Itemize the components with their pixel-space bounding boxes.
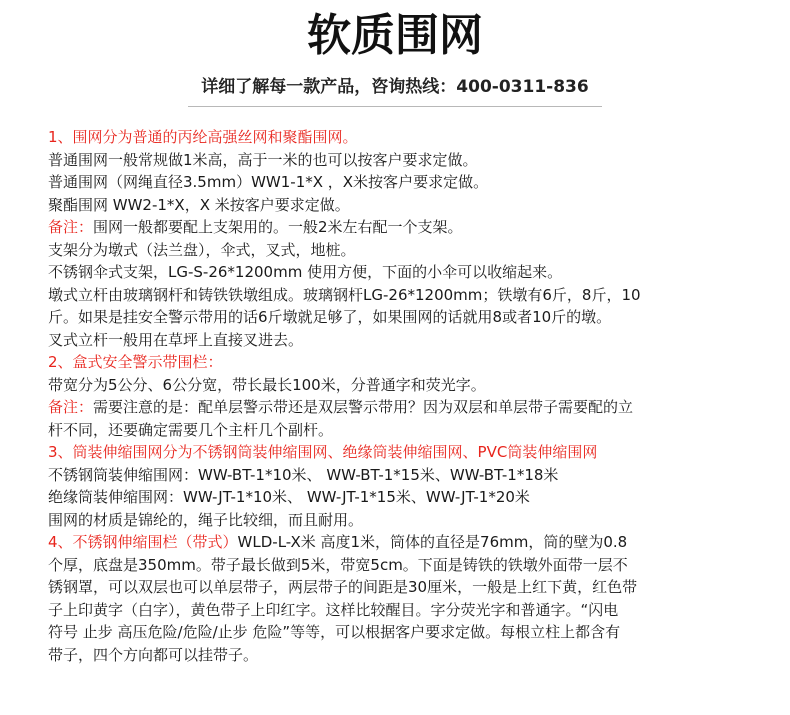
highlight-text: 4、不锈钢伸缩围栏（带式） xyxy=(48,533,238,551)
text-line xyxy=(48,531,774,554)
text-line xyxy=(48,351,774,374)
text-line xyxy=(48,509,774,532)
body-text: 杆不同，还要确定需要几个主杆几个副杆。 xyxy=(48,420,334,439)
body-text: 围网的材质是锦纶的，绳子比较细，而且耐用。 xyxy=(48,510,364,529)
text-line xyxy=(48,621,774,644)
text-line xyxy=(48,194,774,217)
text-line xyxy=(48,486,774,509)
body-text: 绝缘筒装伸缩围网：WW-JT-1*10米、 WW-JT-1*15米、WW-JT-1*20米 xyxy=(48,488,530,506)
text-line xyxy=(48,216,774,239)
text-line xyxy=(48,374,774,397)
hotline-text: 详细了解每一款产品，咨询热线：400-0311-836 xyxy=(201,77,589,97)
body-text: 子上印黄字（白字），黄色带子上印红字。这样比较醒目。字分荧光字和普通字。“闪电 xyxy=(48,600,619,619)
text-line xyxy=(48,396,774,419)
body-text: 锈钢罩，可以双层也可以单层带子，两层带子的间距是30厘米，一般是上红下黄，红色带 xyxy=(48,578,638,596)
body-text: 支架分为墩式（法兰盘），伞式，叉式，地桩。 xyxy=(48,240,356,259)
body-text: 叉式立杆一般用在草坪上直接叉进去。 xyxy=(48,330,304,349)
body-text: 聚酯围网 WW2-1*X，X 米按客户要求定做。 xyxy=(48,195,350,214)
body-text: 普通围网（网绳直径3.5mm）WW1-1*X ，X米按客户要求定做。 xyxy=(48,173,489,191)
highlight-text: 2、盒式安全警示带围栏： xyxy=(48,353,223,371)
highlight-text: 3、筒装伸缩围网分为不锈钢筒装伸缩围网、绝缘筒装伸缩围网、PVC筒装伸缩围网 xyxy=(48,443,598,461)
highlight-text: 备注： xyxy=(48,398,94,416)
text-line xyxy=(48,576,774,599)
page-title: 软质围网 xyxy=(307,10,483,61)
body-text: 普通围网一般常规做1米高，高于一米的也可以按客户要求定做。 xyxy=(48,150,478,169)
text-line xyxy=(48,329,774,352)
body-text: 符号 止步 高压危险/危险/止步 危险”等等，可以根据客户要求定做。每根立柱上都含有 xyxy=(48,623,621,641)
text-line xyxy=(48,149,774,172)
divider xyxy=(188,106,602,107)
body-text: 不锈钢伞式支架，LG-S-26*1200mm 使用方便，下面的小伞可以收缩起来。 xyxy=(48,263,563,281)
body-text: 斤。如果是挂安全警示带用的话6斤墩就足够了，如果围网的话就用8或者10斤的墩。 xyxy=(48,308,612,326)
body-text: 需要注意的是：配单层警示带还是双层警示带用？因为双层和单层带子需要配的立 xyxy=(93,398,634,416)
highlight-text: 1、围网分为普通的丙纶高强丝网和聚酯围网。 xyxy=(48,128,358,146)
body-text: 不锈钢筒装伸缩围网：WW-BT-1*10米、 WW-BT-1*15米、WW-BT-1*18米 xyxy=(48,465,559,484)
text-line xyxy=(48,306,774,329)
body-text: 围网一般都要配上支架用的。一般2米左右配一个支架。 xyxy=(93,218,463,236)
body-text: 带宽分为5公分、6公分宽，带长最长100米，分普通字和荧光字。 xyxy=(48,375,486,394)
text-line xyxy=(48,284,774,307)
highlight-text: 备注： xyxy=(48,218,94,236)
text-line xyxy=(48,441,774,464)
content-body xyxy=(48,126,774,666)
text-line xyxy=(48,644,774,667)
body-text: 墩式立杆由玻璃钢杆和铸铁铁墩组成。玻璃钢杆LG-26*1200mm；铁墩有6斤，8斤，10 xyxy=(48,285,641,304)
text-line xyxy=(48,419,774,442)
text-line xyxy=(48,171,774,194)
text-line xyxy=(48,261,774,284)
body-text: 个厚，底盘是350mm。带子最长做到5米，带宽5cm。下面是铸铁的铁墩外面带一层不 xyxy=(48,555,628,574)
text-line xyxy=(48,239,774,262)
text-line xyxy=(48,554,774,577)
text-line xyxy=(48,126,774,149)
text-line xyxy=(48,599,774,622)
body-text: 带子，四个方向都可以挂带子。 xyxy=(48,645,259,664)
body-text: WLD-L-X米 高度1米，筒体的直径是76mm，筒的壁为0.8 xyxy=(237,533,628,551)
text-line xyxy=(48,464,774,487)
